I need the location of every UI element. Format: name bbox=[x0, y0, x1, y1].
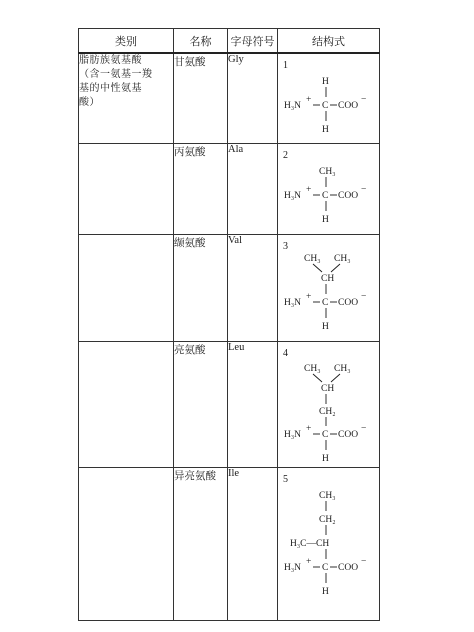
bond bbox=[331, 374, 340, 382]
alpha-carbon: C bbox=[322, 430, 329, 440]
table-row bbox=[79, 468, 380, 621]
category-cell-empty bbox=[79, 235, 174, 342]
amino-abbr: Gly bbox=[228, 53, 278, 144]
table-row bbox=[79, 342, 380, 468]
structure-cell bbox=[278, 342, 380, 468]
minus-charge: − bbox=[361, 95, 367, 105]
group-ch3: CH₃ bbox=[334, 364, 351, 374]
table-row bbox=[79, 53, 380, 144]
valine-structure bbox=[278, 235, 379, 340]
amino-name: 亮氨酸 bbox=[174, 342, 228, 468]
amino-abbr: Ala bbox=[228, 144, 278, 235]
leucine-structure bbox=[278, 342, 379, 466]
category-cell-empty bbox=[79, 144, 174, 235]
structure-cell bbox=[278, 468, 380, 621]
table-row bbox=[79, 235, 380, 342]
minus-charge: − bbox=[361, 292, 367, 302]
atom-h: H bbox=[322, 454, 329, 464]
group-ch: CH bbox=[321, 274, 335, 284]
group-ch2: CH₂ bbox=[319, 407, 336, 417]
atom-h: H bbox=[322, 322, 329, 332]
amino-abbr: Leu bbox=[228, 342, 278, 468]
glycine-structure bbox=[278, 54, 379, 142]
carboxylate: COO bbox=[338, 101, 359, 111]
structure-number: 3 bbox=[283, 241, 288, 252]
group-ch3: CH₃ bbox=[304, 364, 321, 374]
alpha-carbon: C bbox=[322, 191, 329, 201]
carboxylate: COO bbox=[338, 298, 359, 308]
group-ch: CH bbox=[321, 384, 335, 394]
structure-cell bbox=[278, 235, 380, 342]
structure-number: 5 bbox=[283, 474, 288, 485]
group-ch3: CH₃ bbox=[319, 167, 336, 177]
amino-group: H₃N bbox=[284, 191, 302, 201]
amino-name: 缬氨酸 bbox=[174, 235, 228, 342]
structure-number: 1 bbox=[283, 60, 288, 71]
atom-h: H bbox=[322, 77, 329, 87]
amino-group: H₃N bbox=[284, 563, 302, 573]
minus-charge: − bbox=[361, 185, 367, 195]
category-note-line: 基的中性氨基 bbox=[79, 83, 142, 94]
bond bbox=[331, 264, 340, 272]
amino-group: H₃N bbox=[284, 298, 302, 308]
amino-abbr: Val bbox=[228, 235, 278, 342]
minus-charge: − bbox=[361, 424, 367, 434]
header-abbr: 字母符号 bbox=[228, 29, 278, 54]
bond bbox=[313, 374, 322, 382]
group-ch2: CH₂ bbox=[319, 515, 336, 525]
header-name: 名称 bbox=[174, 29, 228, 54]
plus-charge: + bbox=[306, 95, 312, 105]
category-main: 脂肪族氨基酸 bbox=[79, 55, 142, 66]
category-cell-empty bbox=[79, 342, 174, 468]
header-structure: 结构式 bbox=[278, 29, 380, 54]
header-category: 类别 bbox=[79, 29, 174, 54]
category-note-line: 酸） bbox=[79, 97, 100, 108]
category-cell-empty bbox=[79, 468, 174, 621]
structure-cell bbox=[278, 144, 380, 235]
minus-charge: − bbox=[361, 557, 367, 567]
amino-group: H₃N bbox=[284, 430, 302, 440]
header-row bbox=[79, 29, 380, 54]
amino-name: 丙氨酸 bbox=[174, 144, 228, 235]
alpha-carbon: C bbox=[322, 563, 329, 573]
plus-charge: + bbox=[306, 424, 312, 434]
alpha-carbon: C bbox=[322, 101, 329, 111]
carboxylate: COO bbox=[338, 563, 359, 573]
amino-abbr: Ile bbox=[228, 468, 278, 621]
plus-charge: + bbox=[306, 185, 312, 195]
alpha-carbon: C bbox=[322, 298, 329, 308]
alanine-structure bbox=[278, 144, 379, 233]
atom-h: H bbox=[322, 125, 329, 135]
structure-cell bbox=[278, 53, 380, 144]
isoleucine-structure bbox=[278, 468, 379, 619]
table-row bbox=[79, 144, 380, 235]
structure-number: 2 bbox=[283, 150, 288, 161]
category-cell bbox=[79, 53, 174, 144]
carboxylate: COO bbox=[338, 191, 359, 201]
carboxylate: COO bbox=[338, 430, 359, 440]
plus-charge: + bbox=[306, 292, 312, 302]
group-ch3: CH₃ bbox=[334, 254, 351, 264]
atom-h: H bbox=[322, 587, 329, 597]
bond bbox=[313, 264, 322, 272]
group-ch3: CH₃ bbox=[319, 491, 336, 501]
group-ch3: CH₃ bbox=[304, 254, 321, 264]
plus-charge: + bbox=[306, 557, 312, 567]
amino-group: H₃N bbox=[284, 101, 302, 111]
amino-acid-table bbox=[78, 28, 380, 621]
category-note-line: （含一氨基一羧 bbox=[79, 69, 153, 80]
atom-h: H bbox=[322, 215, 329, 225]
amino-name: 甘氨酸 bbox=[174, 53, 228, 144]
structure-number: 4 bbox=[283, 348, 288, 359]
amino-name: 异亮氨酸 bbox=[174, 468, 228, 621]
group-h3c-ch: H₃C—CH bbox=[290, 539, 330, 549]
